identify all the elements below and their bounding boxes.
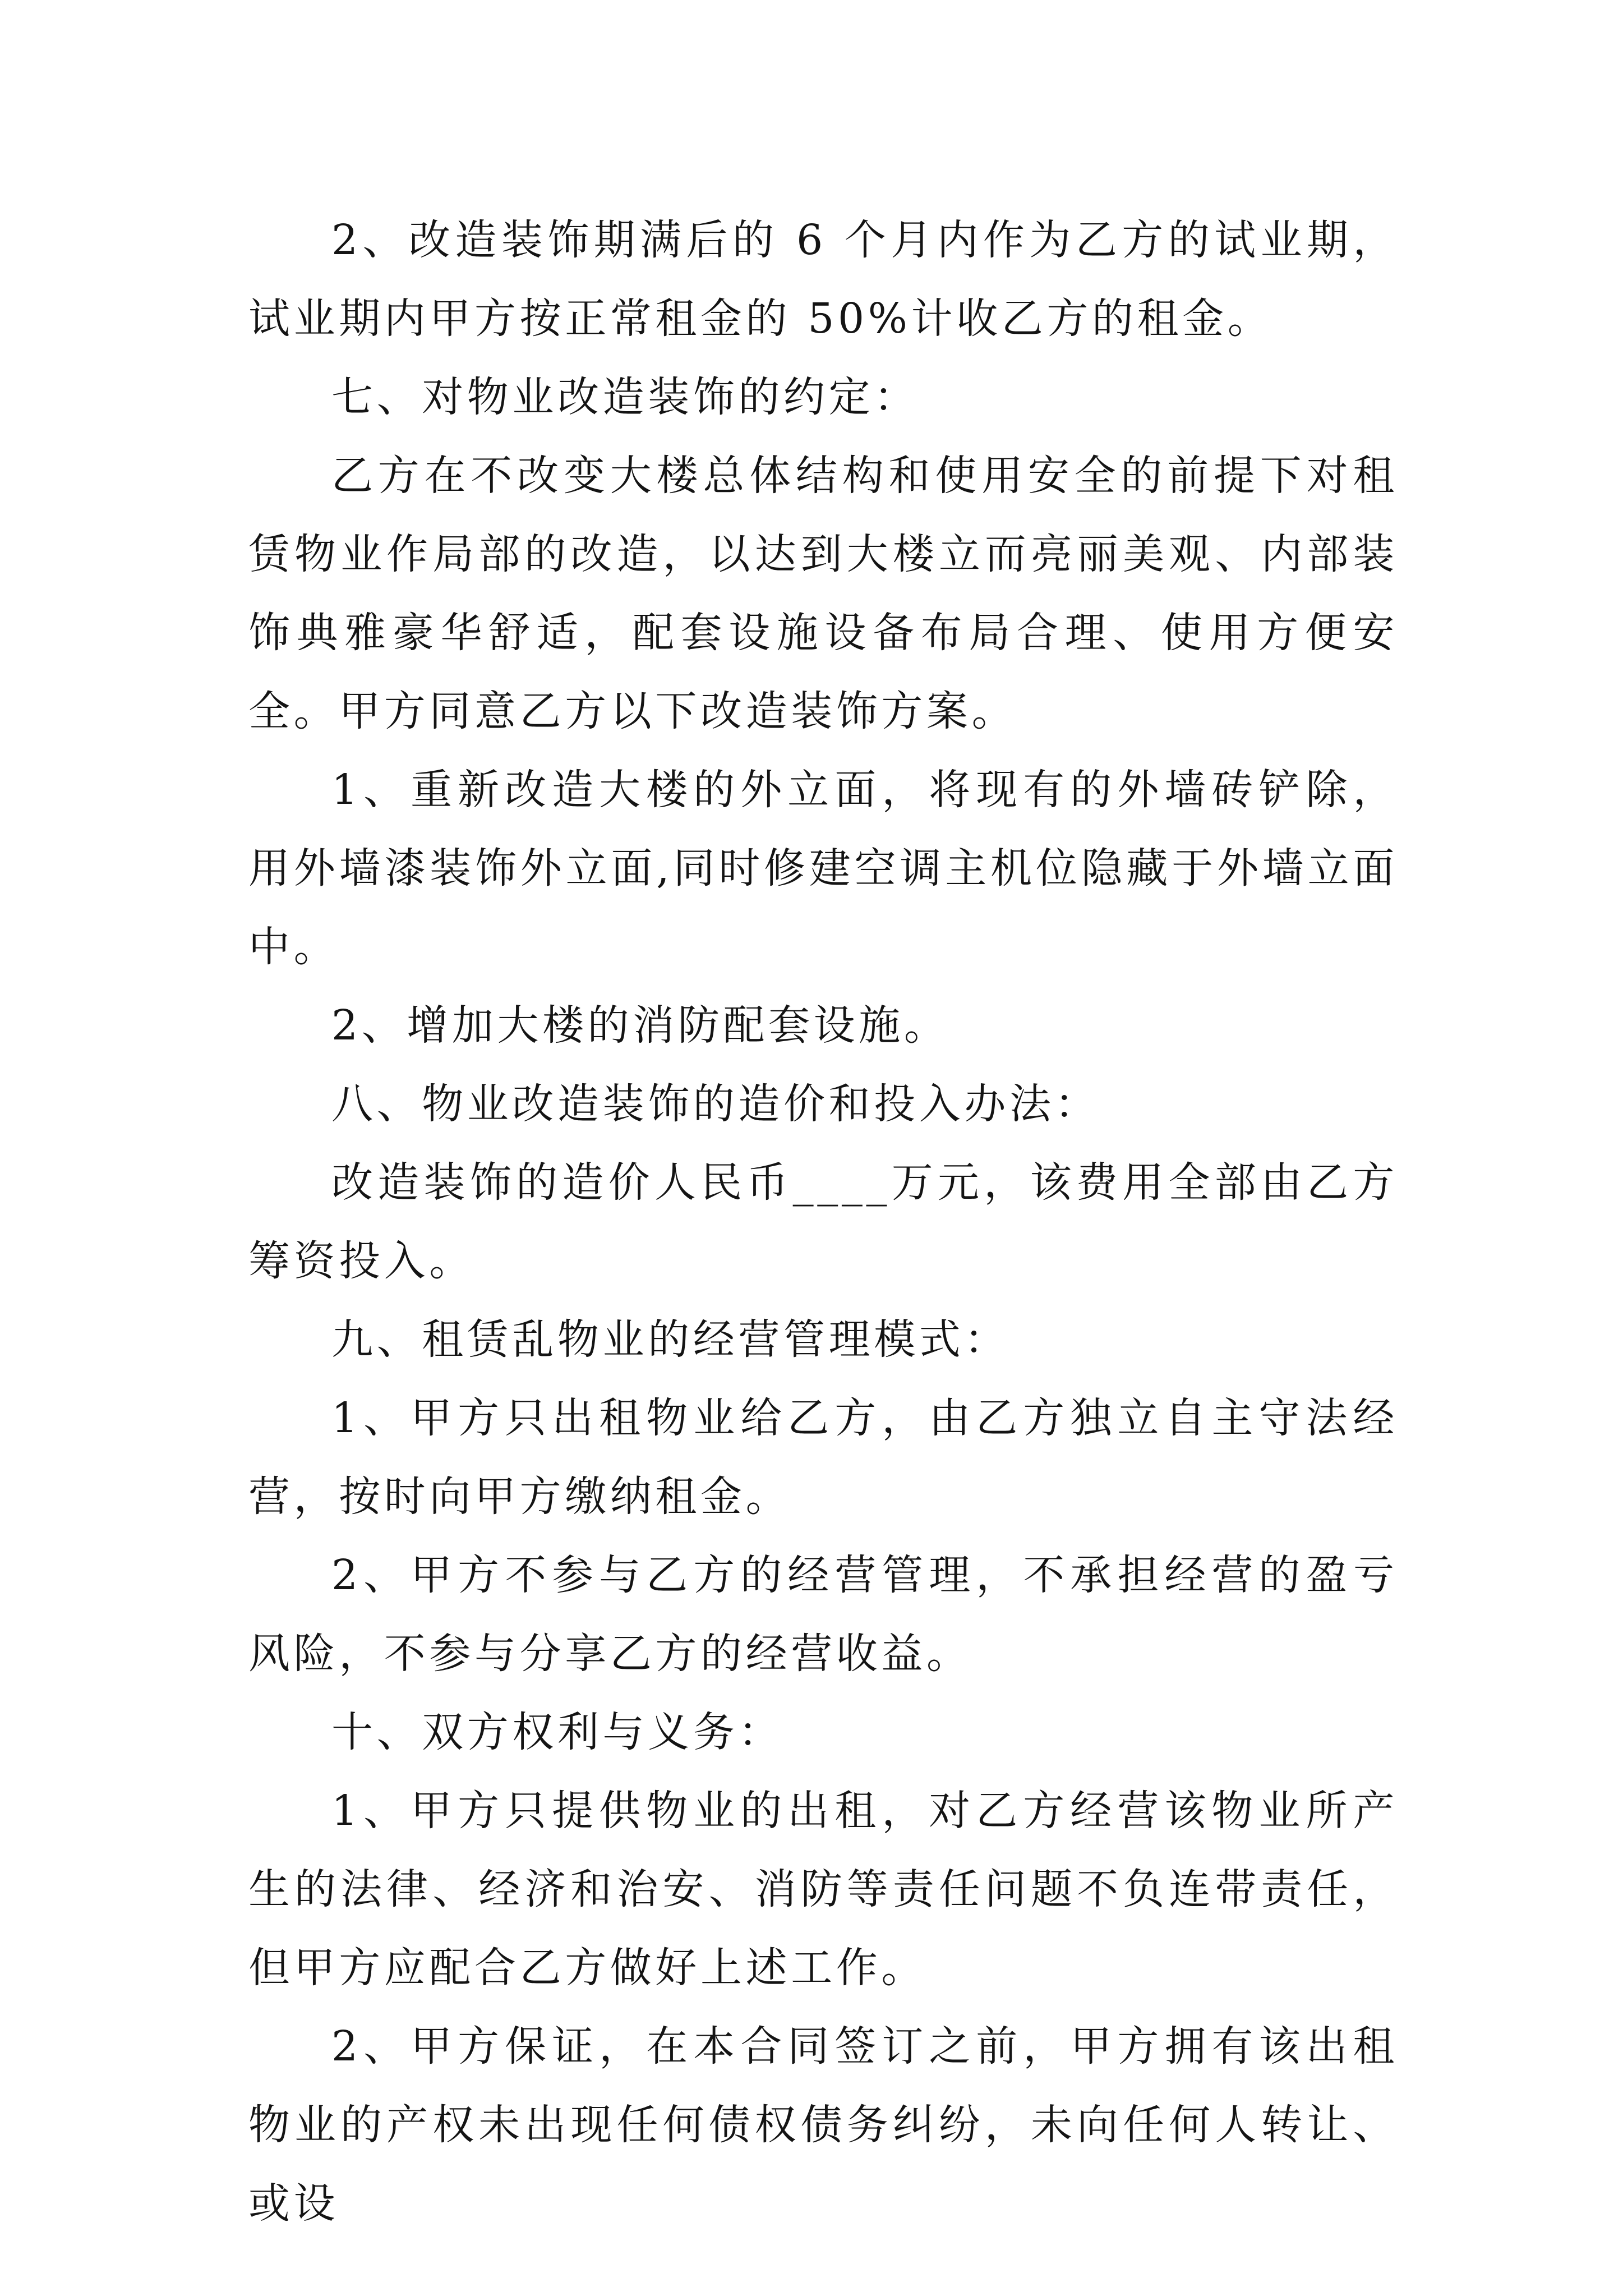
section-heading-8: 八、物业改造装饰的造价和投入办法： <box>331 1080 1100 1128</box>
clause-no-management: 2、甲方不参与乙方的经营管理，不承担经营的盈亏风险，不参与分享乙方的经营收益。 <box>248 1551 1398 1678</box>
clause-lease-only: 1、甲方只出租物业给乙方，由乙方独立自主守法经营，按时向甲方缴纳租金。 <box>248 1394 1398 1521</box>
document-page <box>248 201 1398 2243</box>
clause-trial-period: 2、改造装饰期满后的 6 个月内作为乙方的试业期，试业期内甲方按正常租金的 50%计收乙方的租金。 <box>248 216 1398 343</box>
clause-liability: 1、甲方只提供物业的出租，对乙方经营该物业所产生的法律、经济和治安、消防等责任问题不负连带责任，但甲方应配合乙方做好上述工作。 <box>248 1787 1398 1992</box>
section-heading-9: 九、租赁乱物业的经营管理模式： <box>331 1315 1009 1364</box>
clause-fire-safety: 2、增加大楼的消防配套设施。 <box>331 1001 949 1050</box>
section-heading-7: 七、对物业改造装饰的约定： <box>331 373 919 421</box>
clause-renovation-cost: 改造装饰的造价人民币____万元，该费用全部由乙方筹资投入。 <box>248 1158 1398 1285</box>
clause-facade: 1、重新改造大楼的外立面，将现有的外墙砖铲除，用外墙漆装饰外立面,同时修建空调主机位隐藏于外墙立面中。 <box>248 766 1398 971</box>
clause-ownership-guarantee: 2、甲方保证，在本合同签订之前，甲方拥有该出租物业的产权未出现任何债权债务纠纷，未向任何人转让、或设 <box>248 2022 1398 2228</box>
section-heading-10: 十、双方权利与义务： <box>331 1708 783 1756</box>
clause-renovation-scope: 乙方在不改变大楼总体结构和使用安全的前提下对租赁物业作局部的改造，以达到大楼立而亮丽美观、内部装饰典雅豪华舒适，配套设施设备布局合理、使用方便安全。甲方同意乙方以下改造装饰方案。 <box>248 452 1398 735</box>
